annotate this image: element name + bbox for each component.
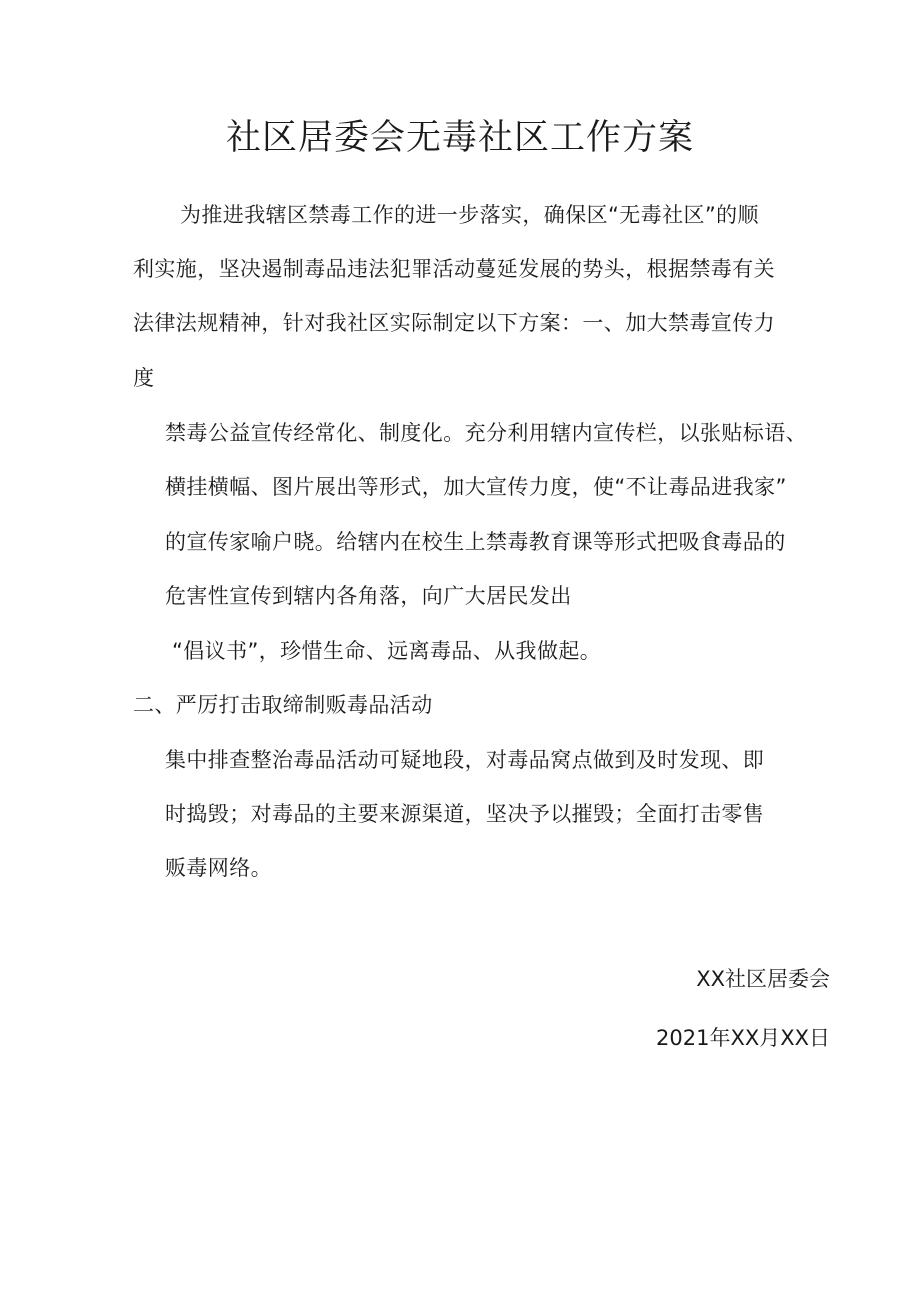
section-heading: 二、严厉打击取缔制贩毒品活动 xyxy=(133,693,433,717)
paragraph-line: 贩毒网络。 xyxy=(165,856,272,880)
paragraph-line: 禁毒公益宣传经常化、制度化。充分利用辖内宣传栏，以张贴标语、 xyxy=(165,421,807,445)
paragraph-line: 法律法规精神，针对我社区实际制定以下方案：一、加大禁毒宣传力 xyxy=(133,311,775,335)
paragraph-line: 集中排查整治毒品活动可疑地段，对毒品窝点做到及时发现、即 xyxy=(165,748,765,772)
paragraph-line: 横挂横幅、图片展出等形式，加大宣传力度，使“不让毒品进我家” xyxy=(165,475,787,499)
signature-date: 2021年XX月XX日 xyxy=(656,1026,830,1050)
signature-organization: XX社区居委会 xyxy=(696,967,830,991)
paragraph-line: 时捣毁；对毒品的主要来源渠道，坚决予以摧毁；全面打击零售 xyxy=(165,802,765,826)
paragraph-line: 危害性宣传到辖内各角落，向广大居民发出 xyxy=(165,584,572,608)
paragraph-line: “倡议书”，珍惜生命、远离毒品、从我做起。 xyxy=(172,639,602,663)
paragraph-line: 的宣传家喻户晓。给辖内在校生上禁毒教育课等形式把吸食毒品的 xyxy=(165,530,786,554)
document-title: 社区居委会无毒社区工作方案 xyxy=(225,118,694,158)
paragraph-line: 度 xyxy=(133,366,155,390)
paragraph-line: 为推进我辖区禁毒工作的进一步落实，确保区“无毒社区”的顺 xyxy=(180,203,759,227)
paragraph-line: 利实施，坚决遏制毒品违法犯罪活动蔓延发展的势头，根据禁毒有关 xyxy=(133,257,775,281)
